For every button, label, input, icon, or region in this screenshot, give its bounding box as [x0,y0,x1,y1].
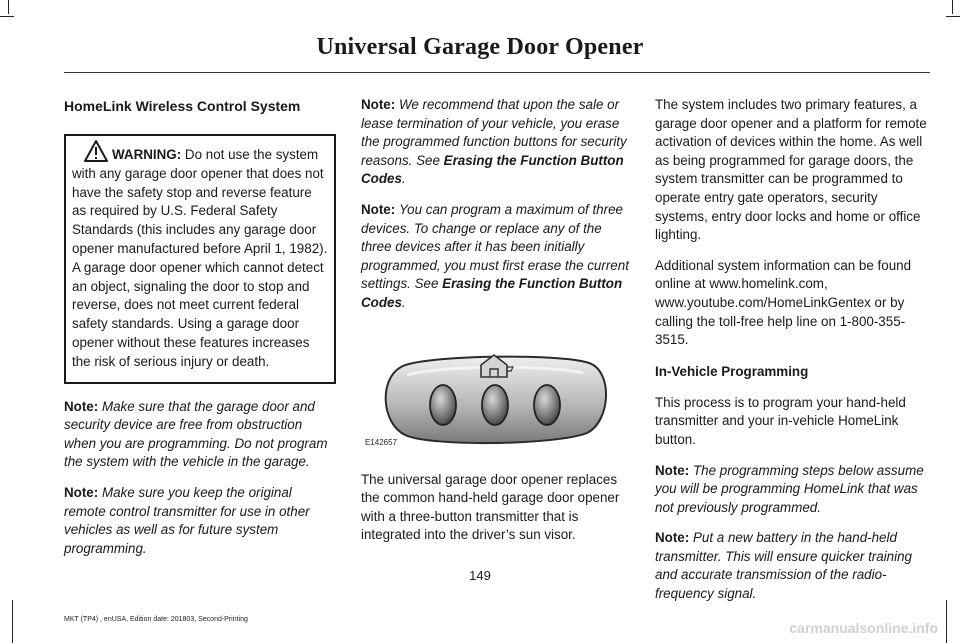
note: Note: You can program a maximum of three devices. To change or replace any of the three devices after it has been initially programmed, you must first erase the current settings. See Erasing the Function Button Codes. [361,201,629,310]
column-3 [655,96,927,616]
page-number: 149 [469,568,491,583]
transmitter-button-2 [482,385,508,425]
note-text: We recommend that upon the sale or lease termination of your vehicle, you erase the programmed function buttons for security reasons. See [361,97,627,168]
column-2 [361,96,633,557]
watermark: carmanualsonline.info [789,620,938,636]
note-text: The programming steps below assume you will be programming HomeLink that was not previously programmed. [655,462,924,515]
cross-reference-link[interactable]: Erasing the Function Button Codes [361,152,624,187]
note [64,484,336,558]
crop-mark [0,16,14,17]
note-label: Note: [361,97,396,112]
warning-icon [72,146,112,164]
note-label: Note: [655,462,690,478]
note-text: Make sure that the garage door and security device are free from obstruction when you are programming. Do not program the system with the vehicle in the garage. [64,398,328,470]
paragraph: This process is to program your hand-held transmitter and your in-vehicle HomeLink button. [655,394,906,447]
subheading: In-Vehicle Programming [655,363,809,379]
header-divider [64,72,930,73]
transmitter-figure [361,325,633,457]
cross-reference-link[interactable]: Erasing the Function Button Codes [361,276,623,310]
warning-label: WARNING: [112,147,182,162]
crop-mark [946,600,947,643]
paragraph: Additional system information can be found online at www.homelink.com, www.youtube.com/HomeLinkGentex or by calling the toll-free help line on 1-800-355-3515. [655,257,912,348]
paragraph: The universal garage door opener replaces the common hand-held garage door opener with a three-button transmitter that is integrated into the driver’s sun visor. [361,471,620,543]
warning-text: Do not use the system with any garage door opener that does not have the safety stop and reverse feature as required by U.S. Federal Safety Standards (this includes any garage door opener manufactured before April 1, 1982). A garage door opener which cannot detect an object, signaling the door to stop and reverse, does not meet current federal safety standards. Using a garage door opener without these features increases the risk of serious injury or death. [72,147,328,369]
note-text: Put a new battery in the hand-held transmitter. This will ensure quicker training and accurate transmission of the radio-frequency signal. [655,530,912,602]
transmitter-button-3 [534,385,560,425]
note-label: Note: [64,398,99,414]
figure-code: E142657 [365,437,398,447]
note-label: Note: [64,484,99,500]
crop-mark [8,0,9,14]
section-heading: HomeLink Wireless Control System [64,98,301,114]
crop-mark [946,16,960,17]
note [655,529,927,603]
crop-mark [952,0,953,14]
transmitter-button-1 [430,385,456,425]
paragraph: The system includes two primary features, a garage door opener and a platform for remote activation of devices within the home. As well as being programmed for garage doors, the system transmitter can be programmed to operate entry gate operators, security systems, entry door locks and home or office lighting. [655,97,927,243]
footer-text: MKT (TP4) , enUSA, Edition date: 201803, Second-Printing [64,616,248,623]
homelink-transmitter-illustration [361,325,633,457]
note-text: You can program a maximum of three devices. To change or replace any of the three devices after it has been initially programmed, you must first erase the current settings. See [361,201,629,292]
column-1 [64,96,336,570]
note: Note: We recommend that upon the sale or lease termination of your vehicle, you erase the programmed function buttons for security reasons. See Erasing the Function Button Codes. [361,97,627,187]
note [655,462,927,518]
note-text: Make sure you keep the original remote control transmitter for use in other vehicles as well as for future system programming. [64,484,310,556]
crop-mark [12,600,13,643]
note-label: Note: [361,201,396,217]
note-label: Note: [655,530,690,546]
note [64,398,336,472]
warning-box [64,134,336,384]
page-title: Universal Garage Door Opener [316,34,644,60]
